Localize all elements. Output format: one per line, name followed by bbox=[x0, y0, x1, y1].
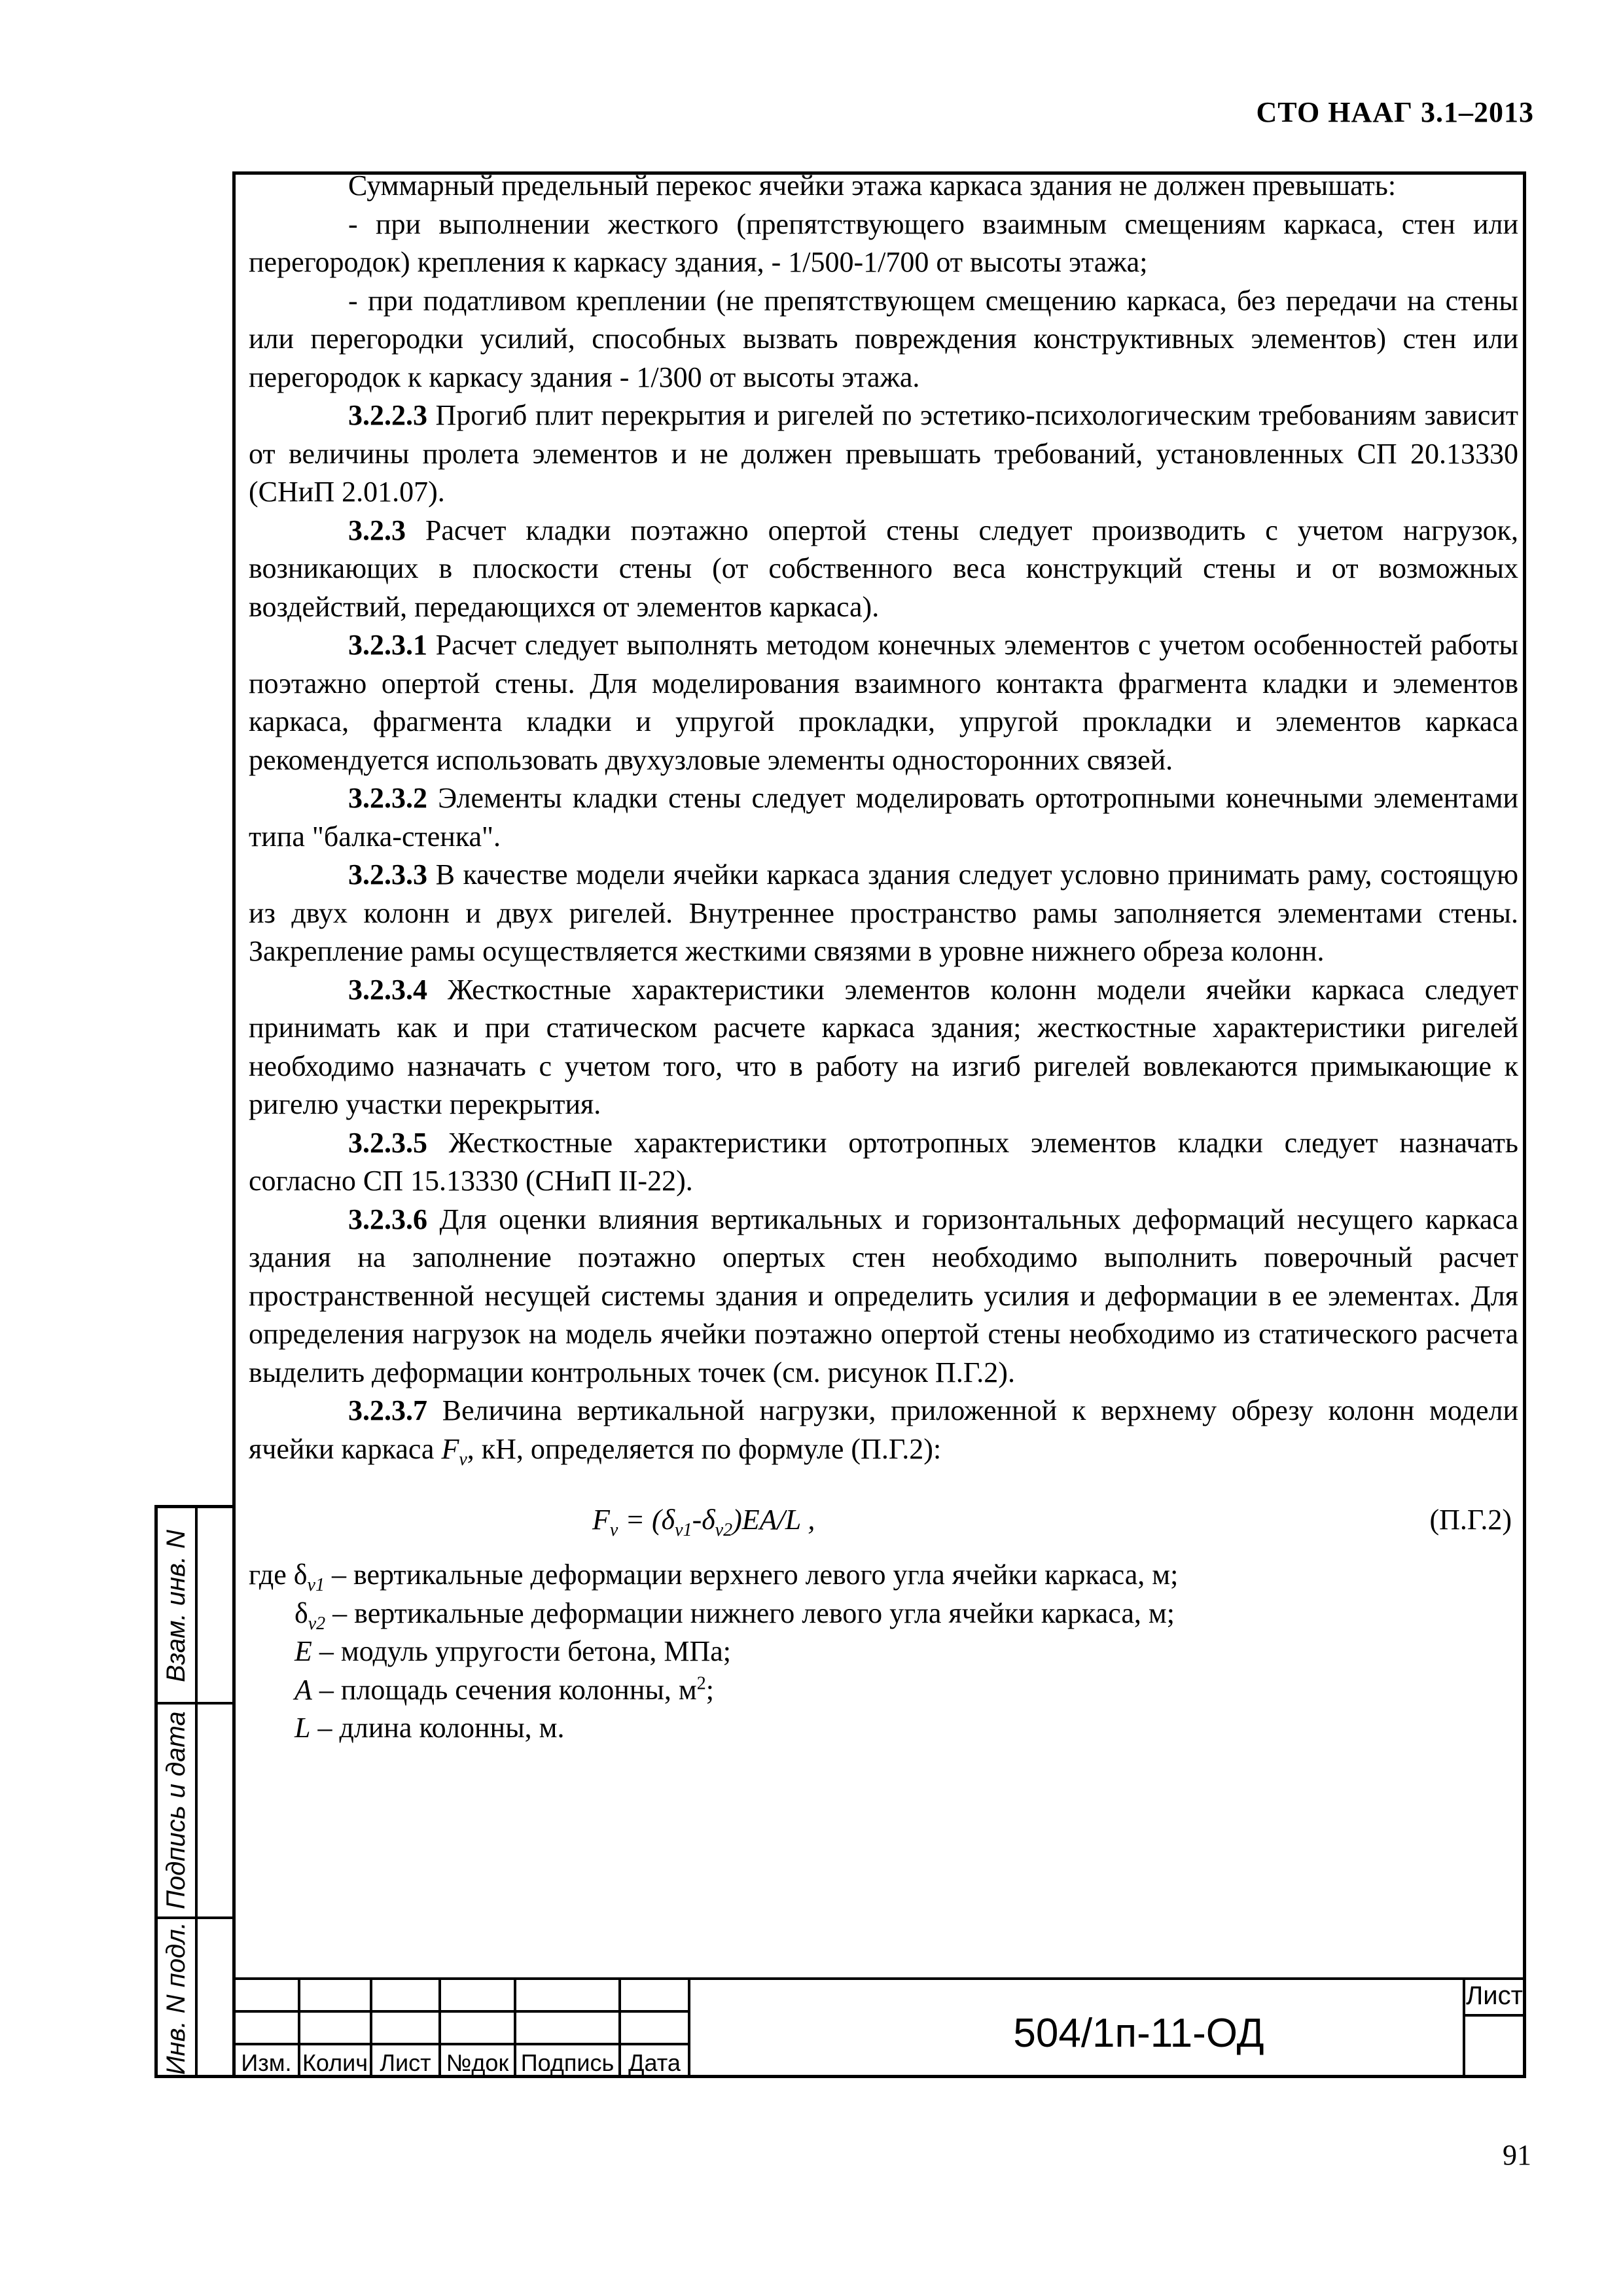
formula-expression: $F_v = (\delta_{v1}-\delta_{v2})EA/L$ , bbox=[592, 1504, 815, 1540]
section-3-2-3-5 bbox=[249, 1124, 1518, 1201]
title-block-top-line bbox=[232, 1977, 1526, 1980]
legend-item: E – модуль упругости бетона, МПа; bbox=[294, 1635, 731, 1667]
standard-code: СТО НААГ 3.1–2013 bbox=[1256, 96, 1534, 128]
sheet-cell-line bbox=[1463, 2014, 1526, 2017]
column-label-document-number: №док bbox=[446, 2049, 509, 2076]
legend-item: $\delta_{v2}$ – вертикальные деформации нижнего левого угла ячейки каркаса, м; bbox=[294, 1597, 1175, 1634]
legend-item: A – площадь сечения колонны, $м^2$; bbox=[294, 1672, 715, 1706]
section-text: Расчет следует выполнять методом конечных элементов с учетом особенностей работы поэтажно опертой стены. Для моделирования взаимного контакта фрагмента кладки и элементов каркаса, фрагмента кладки и упругой прокладки, упругой прокладки и элементов каркаса рекомендуется использовать двухузловые элементы односторонних связей. bbox=[249, 629, 1518, 776]
section-number: 3.2.3 bbox=[348, 514, 406, 546]
section-number: 3.2.3.6 bbox=[348, 1203, 427, 1235]
formula bbox=[249, 1485, 1518, 1549]
body-text bbox=[249, 167, 1518, 1748]
section-3-2-3-2 bbox=[249, 779, 1518, 856]
section-text: Элементы кладки стены следует моделировать ортотропными конечными элементами типа "балка-стенка". bbox=[249, 782, 1518, 853]
section-text: В качестве модели ячейки каркаса здания следует условно принимать раму, состоящую из двух колонн и двух ригелей. Внутреннее пространство рамы заполняется элементами стены. Закрепление рамы осуществляется жесткими связями в уровне нижнего обреза колонн. bbox=[249, 858, 1518, 967]
column-label-change: Изм. bbox=[241, 2049, 292, 2076]
section-number: 3.2.3.3 bbox=[348, 858, 427, 891]
section-3-2-3-3 bbox=[249, 856, 1518, 971]
section-number: 3.2.3.1 bbox=[348, 629, 427, 661]
page-number: 91 bbox=[1503, 2139, 1531, 2171]
section-text: Жесткостные характеристики ортотропных элементов кладки следует назначать согласно СП 15.13330 (СНиП II-22). bbox=[249, 1126, 1518, 1197]
document-code: 504/1п-11-ОД bbox=[1013, 2011, 1264, 2056]
column-label-date: Дата bbox=[628, 2049, 681, 2076]
section-number: 3.2.3.4 bbox=[348, 973, 427, 1006]
column-label-sheet: Лист bbox=[380, 2049, 431, 2076]
variable-subscript: v bbox=[459, 1449, 467, 1470]
original-inventory-label: Инв. N подл. bbox=[162, 1922, 190, 2075]
legend-item: L – длина колонны, м. bbox=[294, 1712, 565, 1744]
section-text: Величина вертикальной нагрузки, приложенной к верхнему обрезу колонн модели ячейки каркаса bbox=[249, 1394, 1518, 1465]
paragraph: - при выполнении жесткого (препятствующего взаимным смещениям каркаса, стен или перегородок) крепления к каркасу здания, - 1/500-1/700 от высоты этажа; bbox=[249, 207, 1518, 278]
formula-number: (П.Г.2) bbox=[1429, 1504, 1512, 1536]
title-block-row-line bbox=[232, 2043, 690, 2045]
title-block bbox=[232, 1977, 1526, 2078]
section-number: 3.2.2.3 bbox=[348, 399, 427, 431]
paragraph: Суммарный предельный перекос ячейки этажа каркаса здания не должен превышать: bbox=[348, 169, 1397, 202]
section-number: 3.2.3.2 bbox=[348, 782, 427, 814]
sheet-label: Лист bbox=[1466, 1981, 1523, 2010]
section-3-2-3 bbox=[249, 512, 1518, 627]
section-text: Жесткостные характеристики элементов колонн модели ячейки каркаса следует принимать как и при статическом расчете каркаса здания; жесткостные характеристики ригелей необходимо назначать с учетом того, что в работу на изгиб ригелей вовлекаются примыкающие к ригелю участки перекрытия. bbox=[249, 973, 1518, 1120]
title-block-column-line bbox=[688, 1977, 690, 2078]
replacement-inventory-label: Взам. инв. N bbox=[162, 1530, 190, 1683]
column-label-signature: Подпись bbox=[520, 2049, 615, 2076]
section-text: Для оценки влияния вертикальных и горизонтальных деформаций несущего каркаса здания на заполнение поэтажно опертых стен необходимо выполнить поверочный расчет пространственной несущей системы здания и определить усилия и деформации в ее элементах. Для определения нагрузок на модель ячейки поэтажно опертой стены необходимо из статического расчета выделить деформации контрольных точек (см. рисунок П.Г.2). bbox=[249, 1203, 1518, 1388]
section-number: 3.2.3.5 bbox=[348, 1126, 427, 1159]
section-text: , кН, определяется по формуле (П.Г.2): bbox=[467, 1432, 942, 1465]
side-stamp-divider bbox=[158, 1916, 232, 1919]
signature-date-label: Подпись и дата bbox=[162, 1711, 190, 1910]
section-text: Прогиб плит перекрытия и ригелей по эстетико-психологическим требованиям зависит от величины пролета элементов и не должен превышать требований, установленных СП 20.13330 (СНиП 2.01.07). bbox=[249, 399, 1518, 508]
legend-item: где $\delta_{v1}$ – вертикальные деформации верхнего левого угла ячейки каркаса, м; bbox=[249, 1559, 1179, 1595]
section-3-2-3-4 bbox=[249, 971, 1518, 1124]
side-stamp-divider bbox=[158, 1702, 232, 1704]
section-3-2-3-6 bbox=[249, 1201, 1518, 1392]
column-label-quantity: Колич bbox=[302, 2049, 368, 2076]
section-3-2-3-1 bbox=[249, 626, 1518, 779]
section-3-2-3-7 bbox=[249, 1392, 1518, 1468]
section-number: 3.2.3.7 bbox=[348, 1394, 427, 1426]
section-3-2-2-3 bbox=[249, 397, 1518, 512]
title-block-row-line bbox=[232, 2010, 690, 2013]
side-stamp bbox=[154, 1505, 236, 2078]
paragraph: - при податливом креплении (не препятствующем смещению каркаса, без передачи на стены или перегородки усилий, способных вызвать повреждения конструктивных элементов) стен или перегородок к каркасу здания - 1/300 от высоты этажа. bbox=[249, 284, 1518, 393]
variable-legend bbox=[249, 1556, 1518, 1748]
section-text: Расчет кладки поэтажно опертой стены следует производить с учетом нагрузок, возникающих в плоскости стены (от собственного веса конструкций стены и от возможных воздействий, передающихся от элементов каркаса). bbox=[249, 514, 1518, 623]
variable: F bbox=[441, 1432, 459, 1465]
